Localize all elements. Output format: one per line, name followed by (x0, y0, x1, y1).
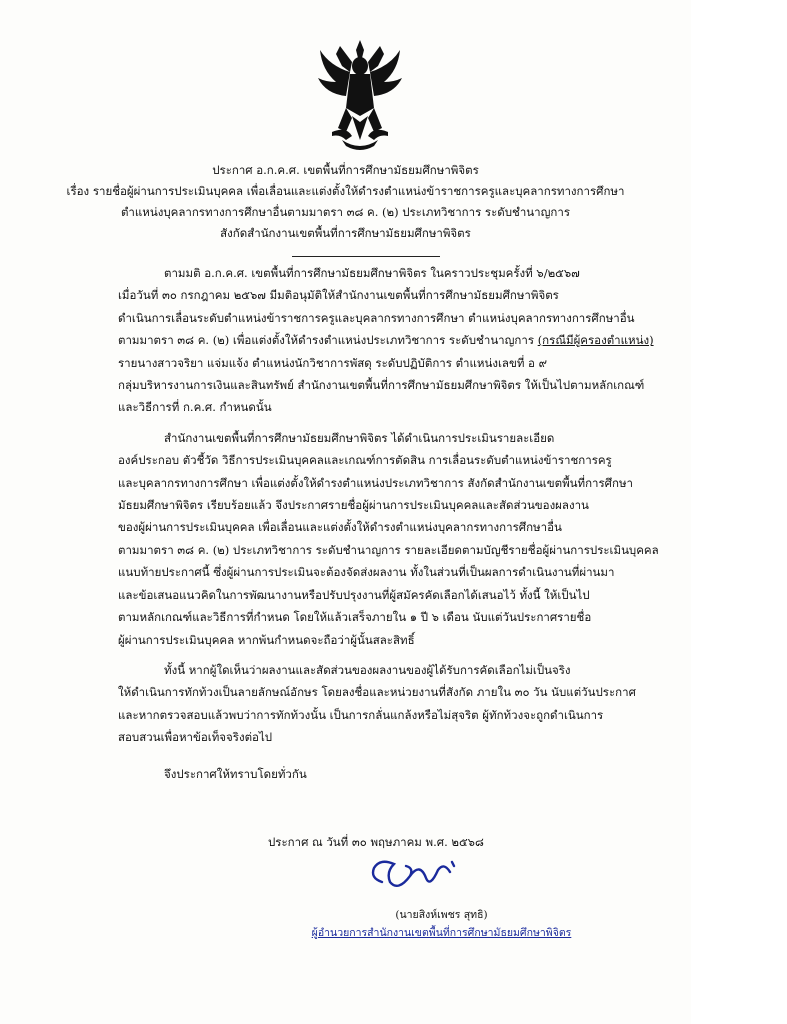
text-line: องค์ประกอบ ตัวชี้วัด วิธีการประเมินบุคคลและเกณฑ์การตัดสิน การเลื่อนระดับตำแหน่งข้าราชการครู (118, 453, 612, 468)
announcement-body (118, 262, 659, 785)
paragraph-evaluation (118, 427, 659, 651)
text-line: สำนักงานเขตพื้นที่การศึกษามัธยมศึกษาพิจิตร ได้ดำเนินการประเมินรายละเอียด (164, 430, 555, 445)
garuda-emblem-icon (312, 36, 408, 154)
text-line: ตามมติ อ.ก.ค.ศ. เขตพื้นที่การศึกษามัธยมศึกษาพิจิตร ในคราวประชุมครั้งที่ ๖/๒๕๖๗ (164, 266, 580, 280)
underlined-note: (กรณีมีผู้ครองตำแหน่ง) (537, 333, 654, 348)
text-line: และวิธีการที่ ก.ค.ศ. กำหนดนั้น (118, 400, 272, 415)
announcement-subject-line-3: สังกัดสำนักงานเขตพื้นที่การศึกษามัธยมศึกษาพิจิตร (220, 226, 471, 240)
text-line: มัธยมศึกษาพิจิตร เรียบร้อยแล้ว จึงประกาศรายชื่อผู้ผ่านการประเมินบุคคลและสัดส่วนของผลงาน (118, 498, 589, 513)
text-line: ของผู้ผ่านการประเมินบุคคล เพื่อเลื่อนและแต่งตั้งให้ดำรงตำแหน่งบุคลากรทางการศึกษาอื่น (118, 520, 562, 535)
text-line: และบุคลากรทางการศึกษา เพื่อแต่งตั้งให้ดำรงตำแหน่งประเภทวิชาการ สังกัดสำนักงานเขตพื้นที่การศึกษา (118, 475, 633, 490)
announcement-subject: เรื่อง รายชื่อผู้ผ่านการประเมินบุคคล เพื่อเลื่อนและแต่งตั้งให้ดำรงตำแหน่งข้าราชการครูและบุคลากรทางการศึกษา (66, 184, 625, 198)
text-line (118, 329, 654, 351)
text-line: รายนางสาวจริยา แจ่มแจ้ง ตำแหน่งนักวิชาการพัสดุ ระดับปฏิบัติการ ตำแหน่งเลขที่ อ ๙ (118, 355, 548, 370)
text-line: และข้อเสนอแนวคิดในการพัฒนางานหรือปรับปรุงงานที่ผู้สมัครคัดเลือกได้เสนอไว้ ทั้งนี้ ให้เป็นไป (118, 587, 590, 602)
text-line: สอบสวนเพื่อหาข้อเท็จจริงต่อไป (118, 730, 273, 745)
handwritten-signature (360, 848, 470, 898)
announcement-header (0, 160, 691, 244)
text-line: แนบท้ายประกาศนี้ ซึ่งผู้ผ่านการประเมินจะต้องจัดส่งผลงาน ทั้งในส่วนที่เป็นผลการดำเนินงานที่ผ่านมา (118, 565, 615, 580)
announcement-date: ประกาศ ณ วันที่ ๓๐ พฤษภาคม พ.ศ. ๒๕๖๘ (268, 835, 484, 849)
text-line: ตามหลักเกณฑ์และวิธีการที่กำหนด โดยให้แล้วเสร็จภายใน ๑ ปี ๖ เดือน นับแต่วันประกาศรายชื่อ (118, 610, 592, 625)
text-line: ให้ดำเนินการทักท้วงเป็นลายลักษณ์อักษร โดยลงชื่อและหน่วยงานที่สังกัด ภายใน ๓๐ วัน นับแต่วันประกาศ (118, 685, 636, 700)
header-divider (292, 256, 440, 257)
text-line: และหากตรวจสอบแล้วพบว่าการทักท้วงนั้น เป็นการกลั่นแกล้งหรือไม่สุจริต ผู้ทักท้วงจะถูกดำเนินการ (118, 707, 604, 722)
text-segment: ตามมาตรา ๓๘ ค. (๒) เพื่อแต่งตั้งให้ดำรงตำแหน่งประเภทวิชาการ ระดับชำนาญการ (118, 333, 535, 348)
text-line: ทั้งนี้ หากผู้ใดเห็นว่าผลงานและสัดส่วนของผลงานของผู้ได้รับการคัดเลือกไม่เป็นจริง (164, 662, 571, 677)
signer-position-stamp: ผู้อำนวยการสำนักงานเขตพื้นที่การศึกษามัธยมศึกษาพิจิตร (311, 927, 572, 939)
paragraph-resolution (118, 262, 654, 419)
text-line: ตามมาตรา ๓๘ ค. (๒) ประเภทวิชาการ ระดับชำนาญการ รายละเอียดตามบัญชีรายชื่อผู้ผ่านการประเมินบุคคล (118, 542, 659, 557)
text-line: กลุ่มบริหารงานการเงินและสินทรัพย์ สำนักงานเขตพื้นที่การศึกษามัธยมศึกษาพิจิตร ให้เป็นไปตามหลักเกณฑ์ (118, 378, 645, 393)
announcement-title: ประกาศ อ.ก.ค.ศ. เขตพื้นที่การศึกษามัธยมศึกษาพิจิตร (212, 163, 479, 177)
text-line: ผู้ผ่านการประเมินบุคคล หากพ้นกำหนดจะถือว่าผู้นั้นสละสิทธิ์ (118, 632, 415, 647)
paragraph-objection (118, 659, 638, 749)
text-line: เมื่อวันที่ ๓๐ กรกฎาคม ๒๕๖๗ มีมติอนุมัติให้สำนักงานเขตพื้นที่การศึกษามัธยมศึกษาพิจิตร (118, 288, 559, 303)
text-line: ดำเนินการเลื่อนระดับตำแหน่งข้าราชการครูและบุคลากรทางการศึกษา ตำแหน่งบุคลากรทางการศึกษาอื่น (118, 310, 635, 325)
announcement-subject-line-2: ตำแหน่งบุคลากรทางการศึกษาอื่นตามมาตรา ๓๘ ค. (๒) ประเภทวิชาการ ระดับชำนาญการ (120, 205, 571, 219)
closing-statement: จึงประกาศให้ทราบโดยทั่วกัน (164, 766, 307, 781)
signer-name: (นายสิงห์เพชร สุทธิ) (395, 909, 488, 921)
